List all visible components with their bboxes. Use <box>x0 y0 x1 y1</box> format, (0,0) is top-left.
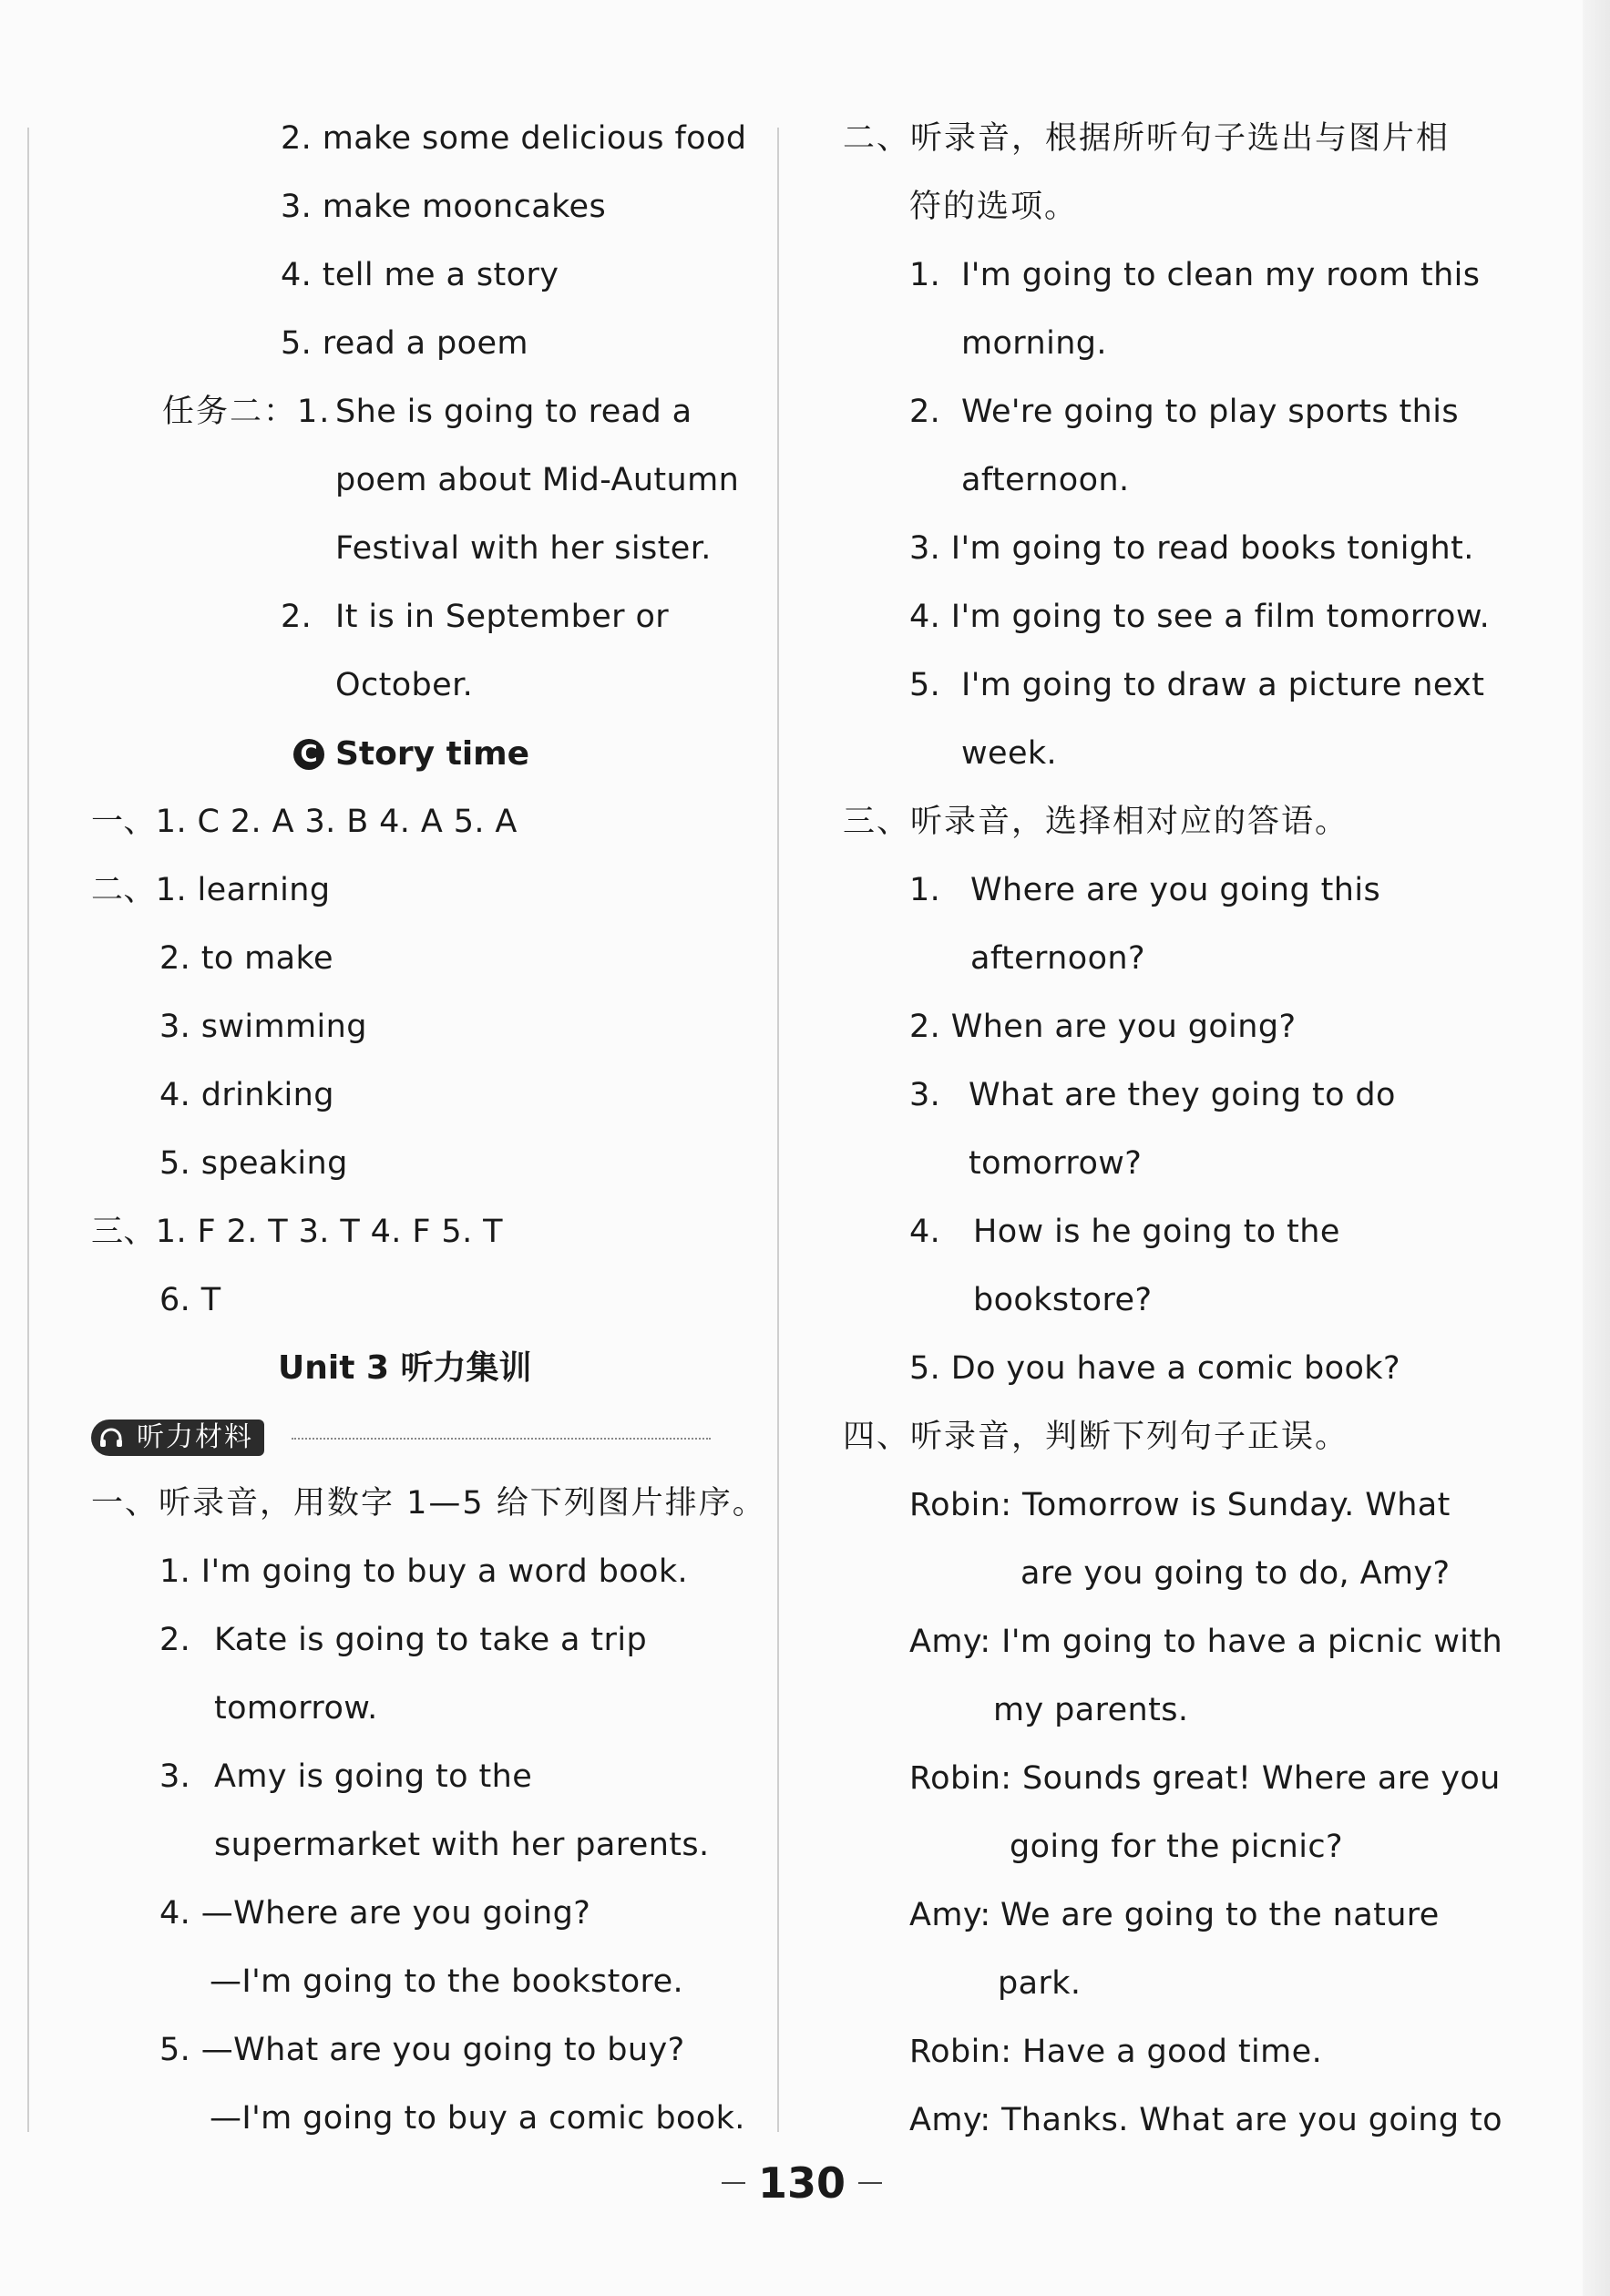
dialogue-line: Robin: Have a good time. <box>909 2034 1323 2070</box>
answer-line: poem about Mid-Autumn <box>335 462 740 498</box>
item-number: 4. <box>909 1214 941 1250</box>
question-heading: 二、听录音，根据所听句子选出与图片相 <box>843 120 1451 157</box>
answer-line: 二、1. learning <box>91 872 331 908</box>
answer-line <box>335 392 711 432</box>
script-line: 1. I'm going to buy a word book. <box>159 1553 689 1590</box>
script-line: tomorrow. <box>214 1690 378 1727</box>
script-line: 5. —What are you going to buy? <box>159 2032 685 2068</box>
script-line: How is he going to the <box>973 1214 1340 1250</box>
dash-right <box>858 2182 882 2184</box>
heading-text: Story time <box>335 735 530 773</box>
dotted-rule <box>292 1438 711 1440</box>
answer-line: It is in September or <box>335 599 670 635</box>
answer-line: 3. swimming <box>159 1009 367 1045</box>
answer-line: 3. make mooncakes <box>281 189 607 225</box>
script-line: Where are you going this <box>970 872 1381 908</box>
dialogue-line: We are going to the nature <box>1000 1897 1440 1933</box>
script-line: Amy is going to the <box>214 1758 533 1795</box>
script-line: afternoon? <box>970 940 1145 977</box>
script-line: 4. I'm going to see a film tomorrow. <box>909 599 1491 635</box>
dialogue-line: Robin: Sounds great! Where are you <box>909 1760 1501 1797</box>
script-line: 2. When are you going? <box>909 1009 1297 1045</box>
question-heading: 三、听录音，选择相对应的答语。 <box>843 804 1349 840</box>
answer-line: 2. to make <box>159 940 333 977</box>
script-line: 3. I'm going to read books tonight. <box>909 530 1474 567</box>
listening-material-badge <box>91 1420 264 1456</box>
script-line: I'm going to draw a picture next <box>961 667 1485 703</box>
unit-heading: Unit 3 听力集训 <box>278 1349 532 1387</box>
answer-line: 4. tell me a story <box>281 257 559 293</box>
script-line: week. <box>961 735 1058 772</box>
answer-line: October. <box>335 667 474 703</box>
script-line: 5. Do you have a comic book? <box>909 1350 1400 1387</box>
answer-line: 6. T <box>159 1282 221 1318</box>
dialogue-line: Tomorrow is Sunday. What <box>1022 1487 1451 1523</box>
dialogue-line: Amy: I'm going to have a picnic with <box>909 1624 1503 1660</box>
answer-line: 三、1. F 2. T 3. T 4. F 5. T <box>91 1214 503 1250</box>
page-edge-shadow <box>1583 0 1610 2296</box>
left-margin-rule <box>27 128 29 2132</box>
page-number <box>692 2158 911 2209</box>
answer-line: 一、1. C 2. A 3. B 4. A 5. A <box>91 804 518 840</box>
script-line: 4. —Where are you going? <box>159 1895 591 1932</box>
script-line: morning. <box>961 325 1107 362</box>
item-number: 3. <box>159 1758 191 1795</box>
c-circle-icon: C <box>293 739 324 770</box>
item-number: 2. <box>909 394 941 430</box>
task-label: 任务二：1. <box>162 394 332 430</box>
item-number: 2. <box>159 1622 191 1658</box>
script-line: bookstore? <box>973 1282 1153 1318</box>
item-number: 1. <box>909 872 941 908</box>
badge-text: 听力材料 <box>131 1420 264 1456</box>
dialogue-line: park. <box>998 1965 1082 2002</box>
dialogue-line: going for the picnic? <box>1010 1829 1344 1865</box>
dialogue-line: are you going to do, Amy? <box>1020 1555 1451 1592</box>
story-time-heading <box>293 734 529 774</box>
script-line: Kate is going to take a trip <box>214 1622 648 1658</box>
dialogue-line: Amy: Thanks. What are you going to <box>909 2102 1502 2138</box>
question-heading: 一、听录音，用数字 1—5 给下列图片排序。 <box>91 1485 766 1522</box>
answer-line: 4. drinking <box>159 1077 334 1113</box>
speaker-label: Robin: <box>909 1487 1012 1523</box>
script-line: —I'm going to buy a comic book. <box>210 2100 745 2137</box>
script-line: —I'm going to the bookstore. <box>210 1963 684 2000</box>
script-line: What are they going to do <box>969 1077 1396 1113</box>
item-number: 3. <box>909 1077 941 1113</box>
question-heading: 四、听录音，判断下列句子正误。 <box>843 1419 1349 1455</box>
dash-left <box>722 2182 745 2184</box>
dialogue-line: my parents. <box>993 1692 1189 1728</box>
item-number: 2. <box>281 599 313 635</box>
script-line: afternoon. <box>961 462 1130 498</box>
answer-line: 5. speaking <box>159 1145 348 1182</box>
answer-line: 2. make some delicious food <box>281 120 747 157</box>
script-line: We're going to play sports this <box>961 394 1459 430</box>
page-number-text: 130 <box>757 2158 846 2208</box>
speaker-label: Amy: <box>909 1897 991 1933</box>
script-line: tomorrow? <box>969 1145 1143 1182</box>
column-divider <box>777 128 779 2132</box>
item-number: 5. <box>909 667 941 703</box>
script-line: I'm going to clean my room this <box>961 257 1481 293</box>
answer-line: 5. read a poem <box>281 325 528 362</box>
answer-text: She is going to read a <box>335 394 692 430</box>
item-number: 1. <box>909 257 941 293</box>
question-heading: 符的选项。 <box>909 189 1079 225</box>
answer-line: Festival with her sister. <box>335 530 712 567</box>
headphones-icon <box>91 1420 131 1456</box>
script-line: supermarket with her parents. <box>214 1827 710 1863</box>
